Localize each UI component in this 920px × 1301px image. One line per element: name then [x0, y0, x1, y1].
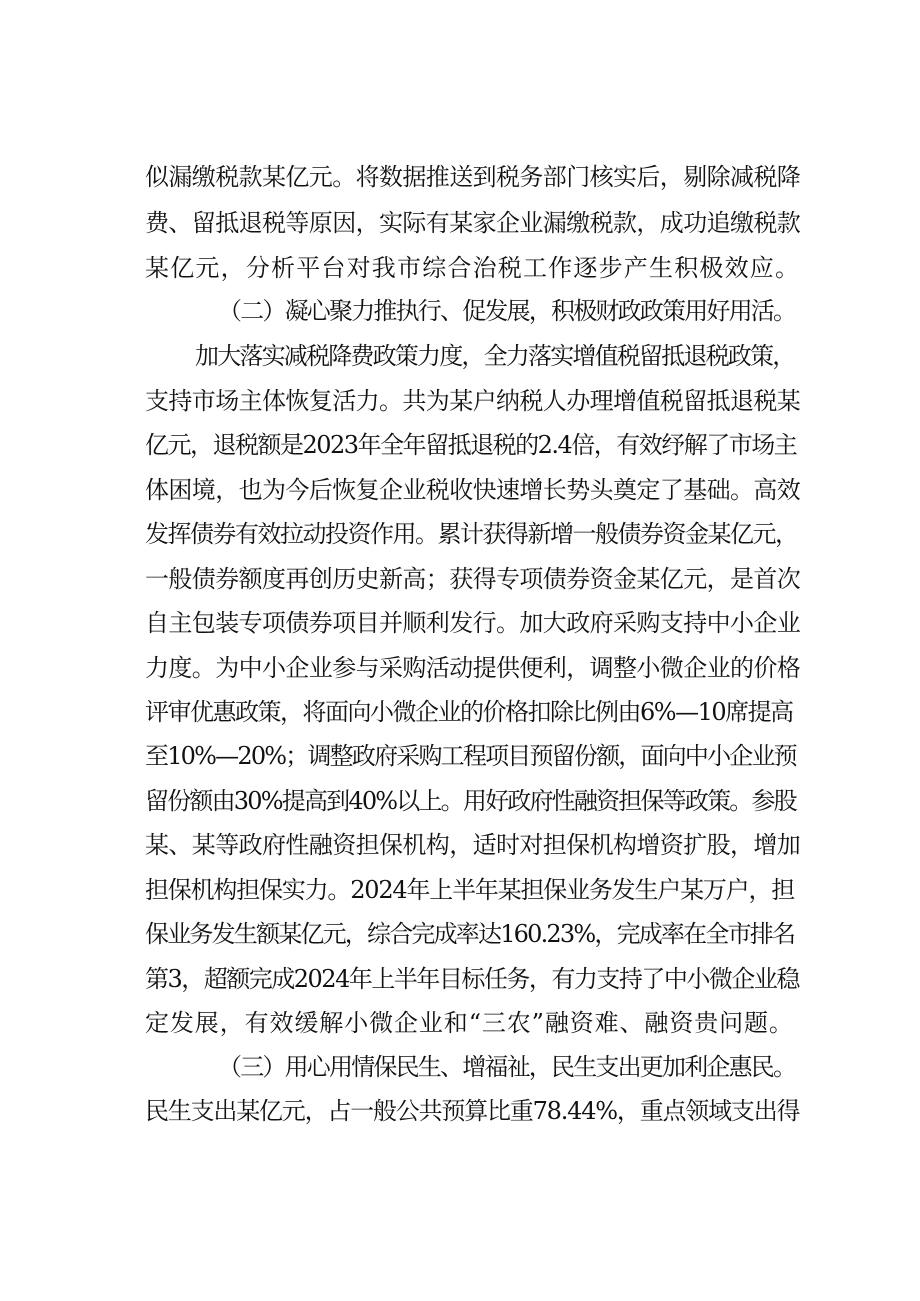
text-line-3: 某亿元，分析平台对我市综合治税工作逐步产生积极效应。	[145, 254, 801, 282]
text-line-19: 第3，超额完成2024年上半年目标任务，有力支持了中小微企业稳	[145, 965, 799, 993]
text-line-5: 加大落实减税降费政策力度，全力落实增值税留抵退税政策，	[195, 342, 795, 370]
text-line-17: 担保机构担保实力。2024年上半年某担保业务发生户某万户，担	[145, 876, 795, 904]
text-line-2: 费、留抵退税等原因，实际有某家企业漏缴税款，成功追缴税款	[145, 209, 801, 237]
text-line-22: 民生支出某亿元，占一般公共预算比重78.44%，重点领域支出得	[145, 1097, 800, 1125]
text-line-18: 保业务发生额某亿元，综合完成率达160.23%，完成率在全市排名	[145, 920, 795, 948]
text-line-8: 体困境，也为今后恢复企业税收快速增长势头奠定了基础。高效	[145, 476, 801, 504]
text-line-13: 评审优惠政策，将面向小微企业的价格扣除比例由6%—10席提高	[145, 698, 793, 726]
text-line-1: 似漏缴税款某亿元。将数据推送到税务部门核实后，剔除减税降	[145, 163, 801, 191]
text-line-14: 至10%—20%；调整政府采购工程项目预留份额，面向中小企业预	[145, 742, 796, 770]
text-line-20: 定发展，有效缓解小微企业和“三农”融资难、融资贵问题。	[145, 1009, 794, 1037]
text-line-11: 自主包装专项债券项目并顺利发行。加大政府采购支持中小企业	[145, 609, 801, 637]
text-line-6: 支持市场主体恢复活力。共为某户纳税人办理增值税留抵退税某	[145, 387, 801, 415]
section-heading-2: （二）凝心聚力推执行、促发展，积极财政政策用好用活。	[218, 297, 796, 325]
section-heading-3: （三）用心用情保民生、增福祉，民生支出更加利企惠民。	[218, 1053, 796, 1081]
text-line-15: 留份额由30%提高到40%以上。用好政府性融资担保等政策。参股	[145, 787, 796, 815]
text-line-10: 一般债券额度再创历史新高；获得专项债券资金某亿元，是首次	[145, 565, 801, 593]
text-line-7: 亿元，退税额是2023年全年留抵退税的2.4倍，有效纾解了市场主	[145, 431, 797, 459]
text-line-12: 力度。为中小企业参与采购活动提供便利，调整小微企业的价格	[145, 654, 801, 682]
text-line-9: 发挥债券有效拉动投资作用。累计获得新增一般债券资金某亿元，	[145, 520, 798, 548]
text-line-16: 某、某等政府性融资担保机构，适时对担保机构增资扩股，增加	[145, 831, 801, 859]
